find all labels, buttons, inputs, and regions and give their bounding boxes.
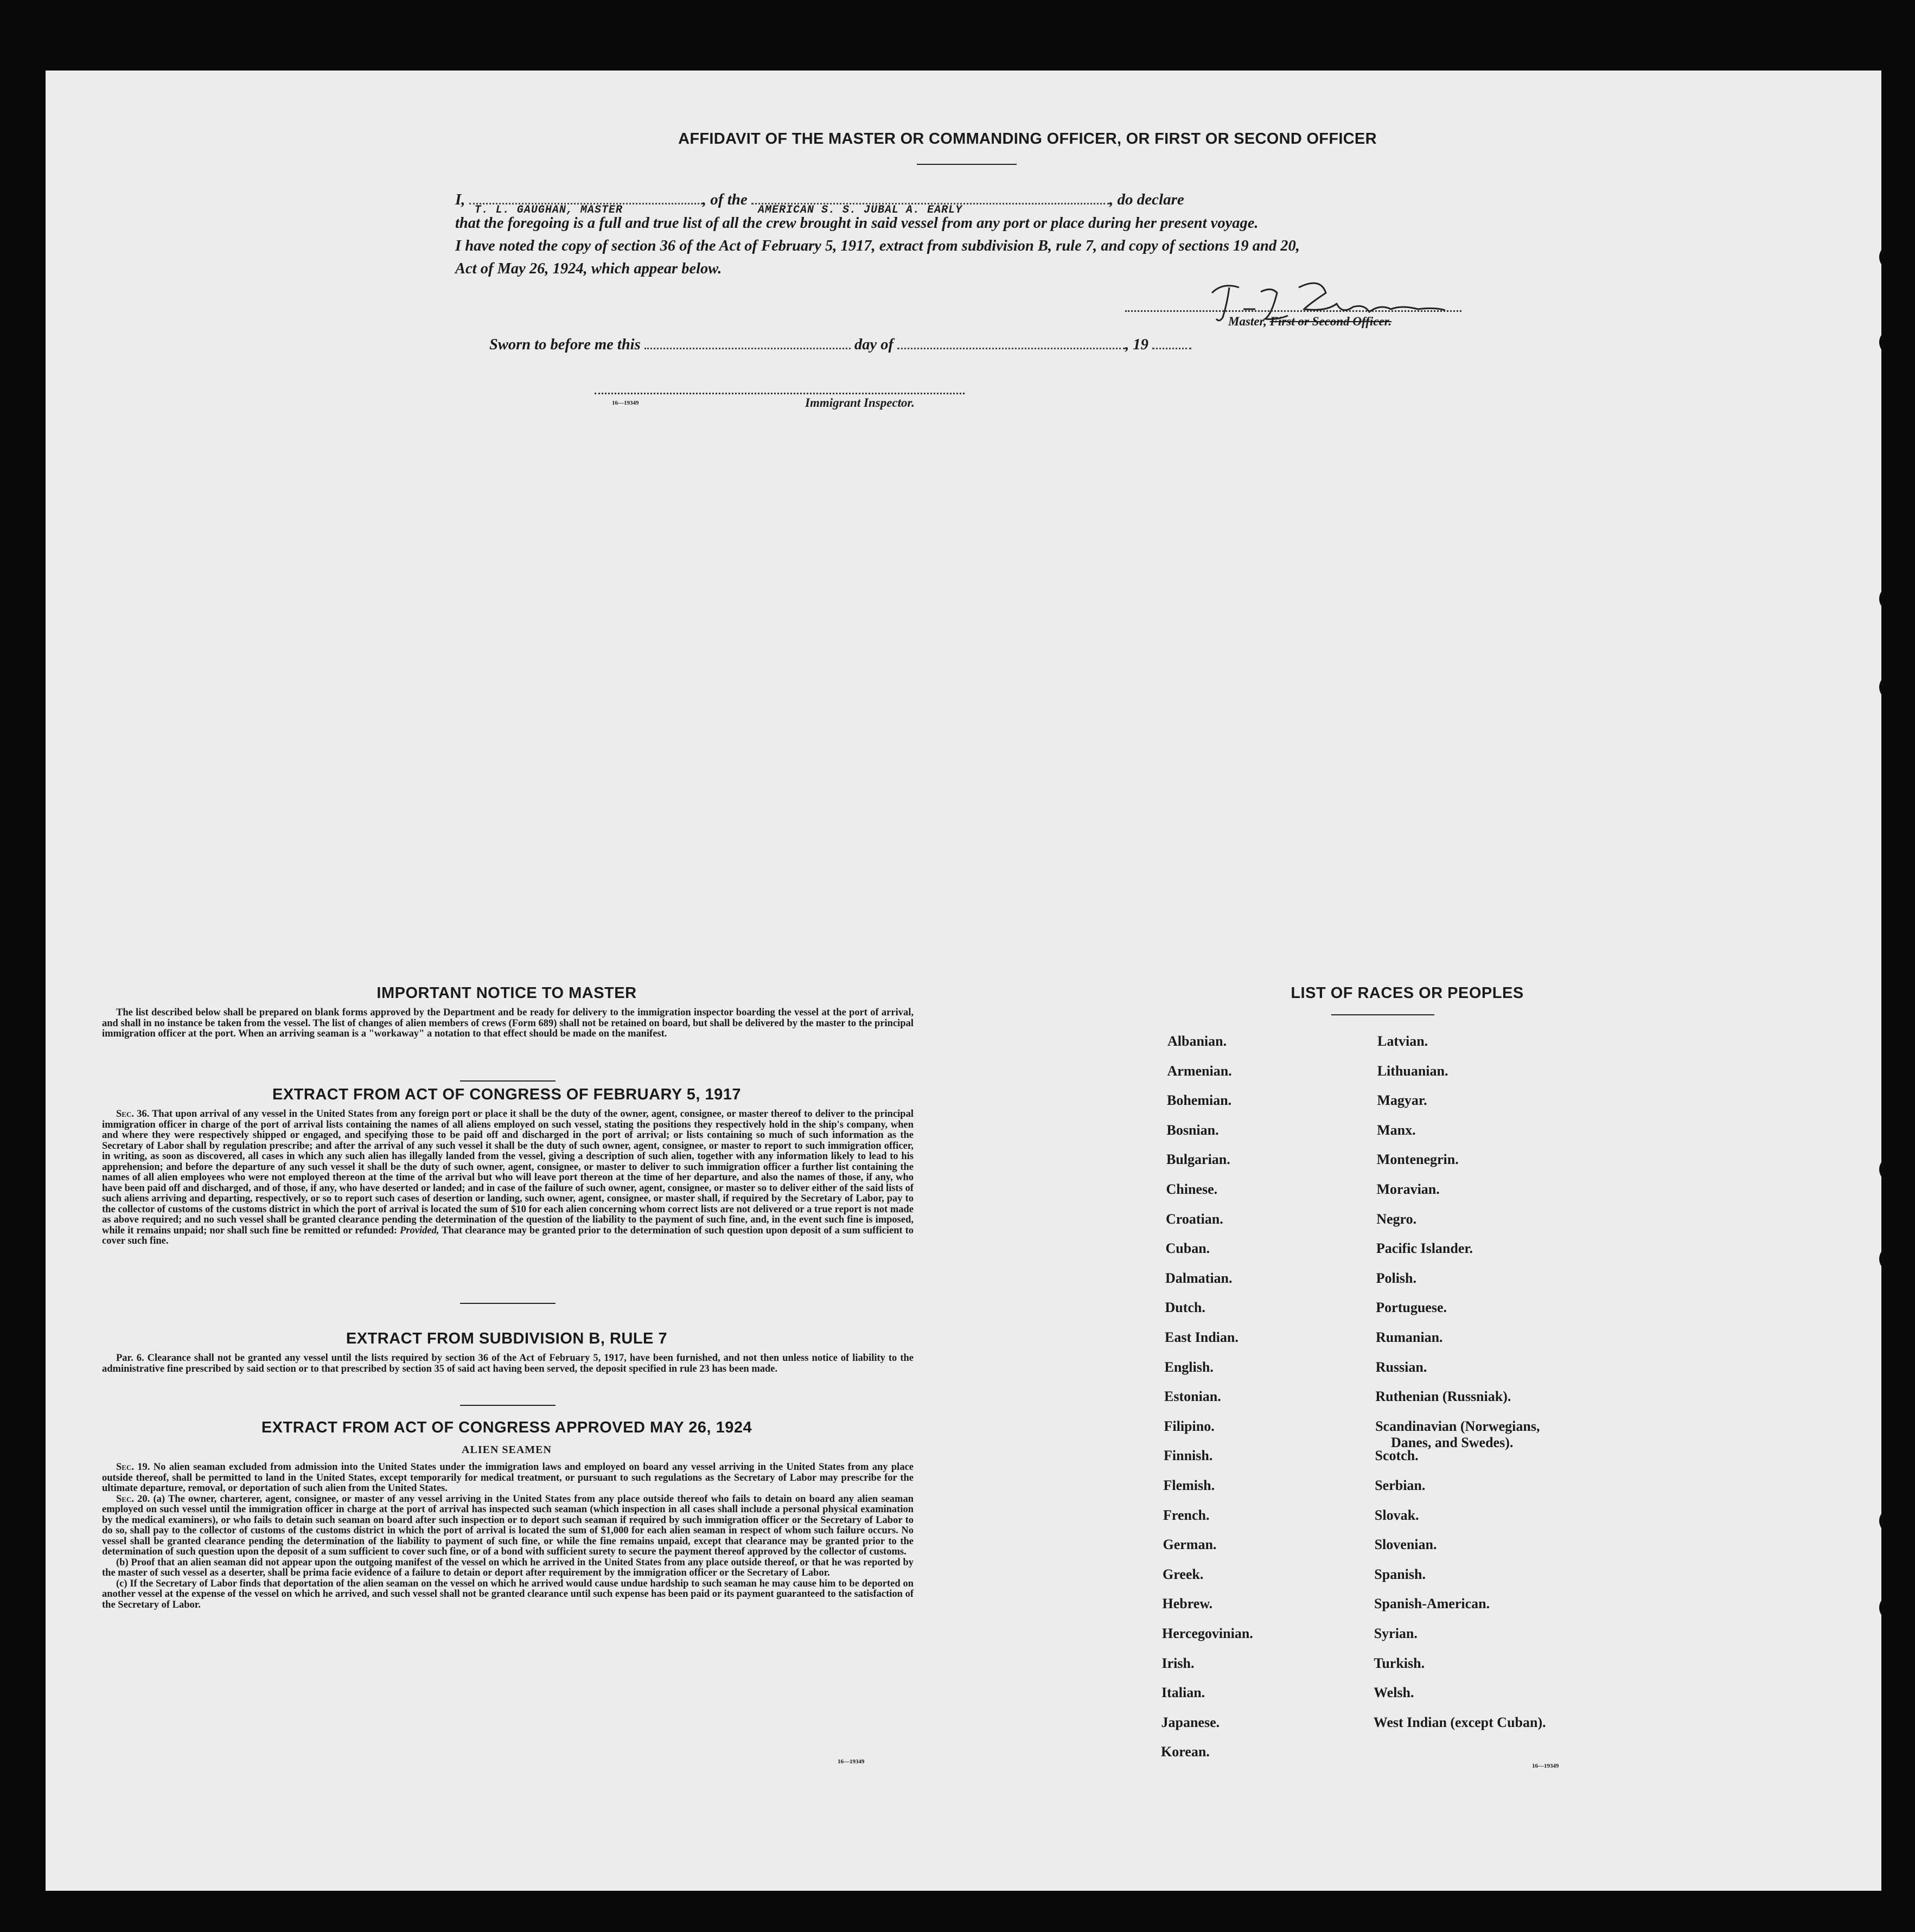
race-item: West Indian (except Cuban). [1373, 1714, 1546, 1730]
extract-1917-text [102, 1109, 914, 1247]
signature-line [1125, 310, 1461, 312]
punch-hole [1879, 328, 1911, 356]
race-item: Negro. [1376, 1211, 1417, 1227]
sec-36-paragraph [102, 1109, 914, 1247]
race-item: Bohemian. [1167, 1092, 1232, 1109]
race-item: Scandinavian (Norwegians, [1375, 1418, 1540, 1434]
extract-1917-title: EXTRACT FROM ACT OF CONGRESS OF FEBRUARY 5, 1917 [272, 1086, 742, 1103]
race-item: East Indian. [1165, 1329, 1239, 1345]
sec-20a-text: (a) The owner, charterer, agent, consignee, or master of any vessel arriving in the United States from any place outside thereof who fails to detain on board any alien seaman employed on such vessel until the immigration officer in charge at the port of arrival has inspected such seaman (which inspection in all cases shall include a personal physical examination by the medical examiners), or who fails to detain such seaman on board after such inspection or to deport such seaman if required by such immigration officer or the Secretary of Labor to do so, shall pay to the collector of customs of the customs district in which the port of arrival is located the sum of $1,000 for each alien seaman in respect of whom such failure occurs. No vessel shall be granted clearance pending the determination of the liability to payment of such fine, or while the fine remains unpaid, except that clearance may be granted prior to the determination of such question upon the deposit of a sum sufficient to cover such fine, or of a bond with sufficient surety to secure the payment thereof approved by the collector of customs. [102, 1493, 914, 1557]
master-name-field [469, 203, 703, 216]
vessel-name-field [751, 203, 1109, 216]
race-item: Turkish. [1374, 1655, 1425, 1671]
decl-i: I, [455, 191, 465, 208]
decl-do-declare: , do declare [1109, 191, 1184, 208]
race-item: Greek. [1163, 1566, 1204, 1582]
race-item: Cuban. [1165, 1240, 1210, 1257]
year-label: , 19 [1125, 336, 1148, 353]
race-item: Albanian. [1167, 1033, 1227, 1049]
race-item: Syrian. [1374, 1626, 1418, 1641]
inspector-line [595, 393, 965, 394]
race-item: Spanish-American. [1374, 1596, 1490, 1612]
signature-caption [1228, 315, 1391, 329]
race-item: Filipino. [1164, 1418, 1215, 1434]
race-item: Slovenian. [1374, 1537, 1437, 1553]
sworn-day-field [644, 348, 851, 349]
declaration-line-2: that the foregoing is a full and true list of all the crew brought in said vessel from any port or place during her present voyage. [455, 215, 1259, 232]
extract-1924-subtitle: ALIEN SEAMEN [462, 1444, 552, 1456]
sec-36-text: That upon arrival of any vessel in the United States from any foreign port or place it shall be the duty of the owner, agent, consignee, or master thereof to deliver to the principal immigration officer in charge of the port of arrival lists containing the names of all aliens employed on such vessel, stating the positions they respectively hold in the ship's company, when and where they were respectively shipped or engaged, and specifying those to be paid off and discharged in the port of arrival; or lists containing so much of such information as the Secretary of Labor shall by regulation prescribe; and after the arrival of any such vessel it shall be the duty of such owner, agent, consignee, or master to report to such immigration officer, in writing, as soon as discovered, all cases in which any such alien has illegally landed from the vessel, giving a description of such alien, together with any information likely to lead to his apprehension; and before the departure of any such vessel it shall be the duty of such owner, agent, consignee, or master to deliver to such immigration officer a further list containing the names of all alien employees who were not employed thereon at the time of the arrival but who will leave port thereon at the time of her departure, and also the names of those, if any, who have been paid off and discharged, and of those, if any, who have deserted or landed; and in case of the failure of such owner, agent, consignee, or master so to deliver either of the said lists of such aliens arriving and departing, respectively, or so to report such cases of desertion or landing, such owner, agent, consignee, or master shall, if required by the Secretary of Labor, pay to the collector of customs of the customs district in which the port of arrival is located the sum of $10 for each alien concerning whom correct lists are not delivered or a true report is not made as above required; and no such vessel shall be granted clearance pending the determination of the question of the liability to the payment of such fine, and, in the event such fine is imposed, while it remains unpaid; nor shall such fine be remitted or refunded: [102, 1109, 914, 1236]
sec-36-label: Sec. 36. [116, 1109, 150, 1119]
race-item: Irish. [1161, 1655, 1195, 1671]
vessel-name: AMERICAN S. S. JUBAL A. EARLY [758, 204, 963, 216]
race-item: French. [1163, 1507, 1210, 1523]
sworn-year-field [1152, 348, 1191, 349]
caption-officer-struck: First or Second Officer. [1269, 315, 1392, 328]
sec-20-label: Sec. 20. [116, 1493, 150, 1505]
race-item: Lithuanian. [1377, 1063, 1448, 1079]
race-item: Finnish. [1164, 1448, 1213, 1464]
race-item: Latvian. [1377, 1033, 1428, 1049]
race-item: Portuguese. [1376, 1300, 1447, 1316]
race-item: Italian. [1161, 1685, 1205, 1701]
race-item: Ruthenian (Russniak). [1375, 1389, 1511, 1405]
day-of-label: day of [854, 336, 893, 353]
extract-form-number: 16—19349 [838, 1758, 865, 1765]
form-sheet [46, 71, 1881, 1891]
race-item: Slovak. [1374, 1507, 1419, 1523]
sec-20c-paragraph: (c) If the Secretary of Labor finds that deportation of the alien seaman on the vessel on which he arrived would cause undue hardship to such seaman he may cause him to be deported on another vessel at the expense of the vessel on which he arrived, and such vessel shall not be granted clearance until such expense has been paid or its payment guaranteed to the satisfaction of the Secretary of Labor. [102, 1578, 914, 1610]
sworn-label: Sworn to before me this [489, 336, 641, 353]
race-item: Spanish. [1374, 1566, 1426, 1582]
section-rule [460, 1405, 556, 1406]
race-item: Rumanian. [1376, 1329, 1443, 1345]
provided-label: Provided, [400, 1225, 439, 1236]
race-item: Russian. [1375, 1359, 1427, 1375]
race-item: Korean. [1161, 1744, 1210, 1760]
punch-hole [1879, 585, 1911, 613]
race-item: Welsh. [1374, 1685, 1414, 1701]
rule-7-paragraph: Par. 6. Clearance shall not be granted any vessel until the lists required by section 36 of the Act of February 5, 1917, have been furnished, and not then unless notice of liability to the administrative fine prescribed by said section or to that prescribed by section 35 of said act having been served, the deposit specified in rule 23 has been made. [102, 1353, 914, 1374]
notice-text [102, 1008, 914, 1040]
sec-20a-paragraph [102, 1494, 914, 1558]
affidavit-form-number: 16—19349 [612, 400, 639, 406]
provided-text: That clearance may be granted prior to the determination of such question upon deposit of a sum sufficient to cover such fine. [102, 1225, 914, 1246]
rule-7-text [102, 1353, 914, 1374]
declaration-line-4: Act of May 26, 1924, which appear below. [455, 260, 722, 277]
rule-7-title: EXTRACT FROM SUBDIVISION B, RULE 7 [346, 1330, 668, 1347]
race-item: Flemish. [1163, 1477, 1215, 1493]
race-item: Scotch. [1375, 1448, 1419, 1464]
race-item: Moravian. [1376, 1181, 1440, 1197]
title-rule [917, 164, 1017, 165]
race-item: Bulgarian. [1166, 1151, 1230, 1168]
race-item: Estonian. [1164, 1389, 1221, 1405]
sec-20b-paragraph: (b) Proof that an alien seaman did not appear upon the outgoing manifest of the vessel on which he arrived in the United States from any place outside thereof, or that he was reported by the master of such vessel as a deserter, shall be prima facie evidence of a failure to detain or deport after requirement by the immigration officer or the Secretary of Labor. [102, 1557, 914, 1578]
races-form-number: 16—19349 [1532, 1763, 1559, 1769]
race-item: English. [1164, 1359, 1214, 1375]
decl-of-the: , of the [702, 191, 748, 208]
race-item: Magyar. [1377, 1092, 1427, 1109]
race-item: Danes, and Swedes). [1391, 1434, 1514, 1450]
race-item: Polish. [1376, 1270, 1417, 1286]
race-item: Armenian. [1167, 1063, 1232, 1079]
punch-hole [1879, 1245, 1911, 1273]
races-title-rule [1331, 1014, 1434, 1015]
race-item: Chinese. [1166, 1181, 1218, 1197]
punch-hole [1879, 1507, 1911, 1535]
race-item: German. [1163, 1537, 1217, 1553]
race-item: Dalmatian. [1165, 1270, 1233, 1286]
race-item: Serbian. [1375, 1477, 1426, 1493]
race-item: Hercegovinian. [1162, 1626, 1253, 1641]
race-item: Japanese. [1161, 1714, 1220, 1730]
master-name: T. L. GAUGHAN, MASTER [474, 204, 623, 216]
sec-19-paragraph [102, 1462, 914, 1494]
race-item: Manx. [1377, 1122, 1416, 1138]
sec-19-label: Sec. 19. [116, 1462, 150, 1473]
sworn-line [489, 336, 1191, 354]
race-item: Croatian. [1166, 1211, 1223, 1227]
punch-hole [1879, 1155, 1911, 1183]
extract-1924-text [102, 1462, 914, 1610]
races-title: LIST OF RACES OR PEOPLES [1291, 984, 1524, 1002]
affidavit-title: AFFIDAVIT OF THE MASTER OR COMMANDING OFFICER, OR FIRST OR SECOND OFFICER [678, 130, 1377, 148]
extract-1924-title: EXTRACT FROM ACT OF CONGRESS APPROVED MAY 26, 1924 [261, 1419, 752, 1436]
sec-19-text: No alien seaman excluded from admission into the United States under the immigration laws and employed on board any vessel arriving in the United States from any place outside thereof, shall be permitted to land in the United States, except temporarily for medical treatment, or pursuant to such regulations as the Secretary of Labor may prescribe for the ultimate departure, removal, or deportation of such alien from the United States. [102, 1462, 914, 1494]
section-rule [460, 1080, 556, 1082]
notice-title: IMPORTANT NOTICE TO MASTER [376, 984, 637, 1002]
race-item: Bosnian. [1166, 1122, 1219, 1138]
punch-hole [1879, 1594, 1911, 1622]
punch-hole [1879, 673, 1911, 701]
race-item: Hebrew. [1162, 1596, 1213, 1612]
caption-master: Master, [1228, 315, 1267, 328]
declaration-line-3: I have noted the copy of section 36 of the Act of February 5, 1917, extract from subdivision B, rule 7, and copy of sections 19 and 20, [455, 238, 1300, 254]
declaration-line-1 [455, 191, 1540, 216]
inspector-caption: Immigrant Inspector. [805, 396, 915, 410]
race-item: Pacific Islander. [1376, 1240, 1473, 1257]
punch-hole [1879, 243, 1911, 271]
race-item: Dutch. [1165, 1300, 1205, 1316]
notice-paragraph: The list described below shall be prepared on blank forms approved by the Department and be ready for delivery to the immigration inspector boarding the vessel at the port of arrival, and shall in no instance be taken from the vessel. The list of changes of alien members of crews (Form 689) shall not be retained on board, but shall be delivered by the master to the principal immigration officer at the port. When an arriving seaman is a "workaway" a notation to that effect should be made on the manifest. [102, 1007, 914, 1039]
sworn-month-field [897, 348, 1125, 349]
section-rule [460, 1303, 556, 1304]
race-item: Montenegrin. [1376, 1151, 1459, 1168]
